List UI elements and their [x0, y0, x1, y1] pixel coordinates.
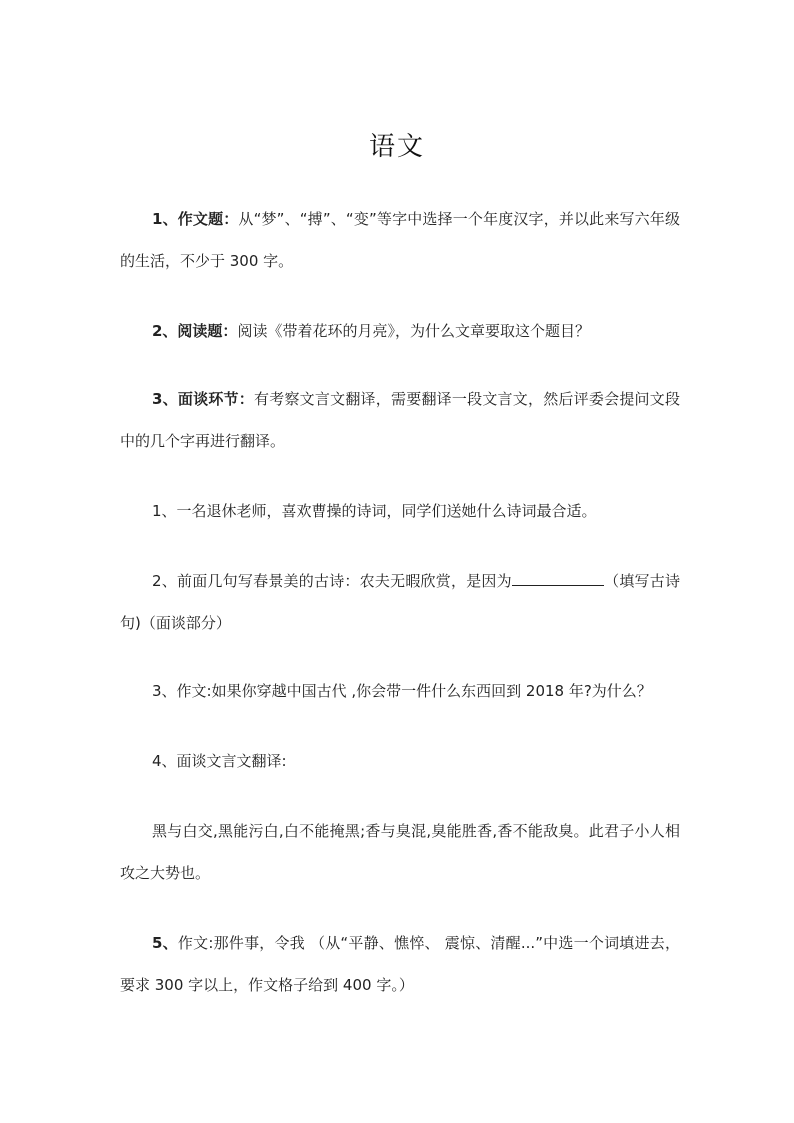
question-3-label: 3、面谈环节： [152, 390, 254, 408]
question-3 [120, 378, 680, 462]
sub-question-4 [120, 740, 680, 782]
question-3-text: 有考察文言文翻译，需要翻译一段文言文，然后评委会提问文段中的几个字再进行翻译。 [120, 390, 680, 450]
sub-question-4-text: 4、面谈文言文翻译: [152, 752, 287, 770]
classical-passage-text: 黑与白交,黑能污白,白不能掩黑;香与臭混,臭能胜香,香不能敌臭。此君子小人相攻之大势也。 [120, 822, 680, 882]
question-2 [120, 310, 680, 352]
question-1-text: 从“梦”、“搏”、“变”等字中选择一个年度汉字，并以此来写六年级的生活，不少于 300 字。 [120, 210, 680, 270]
sub-question-2 [120, 560, 680, 644]
sub-question-1 [120, 490, 680, 532]
sub-question-2-text-after: （填写古诗句)（面谈部分） [120, 572, 680, 632]
question-2-label: 2、阅读题： [152, 322, 238, 340]
question-5-text: 作文:那件事，令我 （从“平静、憔悴、 震惊、清醒...”中选一个词填进去，要求 300 字以上，作文格子给到 400 字。） [120, 934, 680, 994]
classical-passage [120, 810, 680, 894]
page-title: 语文 [368, 132, 425, 162]
question-5 [120, 922, 680, 1006]
question-2-text: 阅读《带着花环的月亮》，为什么文章要取这个题目？ [237, 322, 590, 340]
sub-question-3-text: 3、作文:如果你穿越中国古代 ,你会带一件什么东西回到 2018 年?为什么？ [152, 682, 652, 700]
question-1-label: 1、作文题： [152, 210, 239, 228]
question-1 [120, 198, 680, 282]
sub-question-3 [120, 670, 680, 712]
sub-question-2-text-before: 2、前面几句写春景美的古诗：农夫无暇欣赏，是因为 [152, 572, 512, 590]
sub-question-1-text: 1、一名退休老师，喜欢曹操的诗词，同学们送她什么诗词最合适。 [152, 502, 597, 520]
answer-blank [512, 567, 604, 586]
question-5-label: 5、 [152, 934, 178, 952]
